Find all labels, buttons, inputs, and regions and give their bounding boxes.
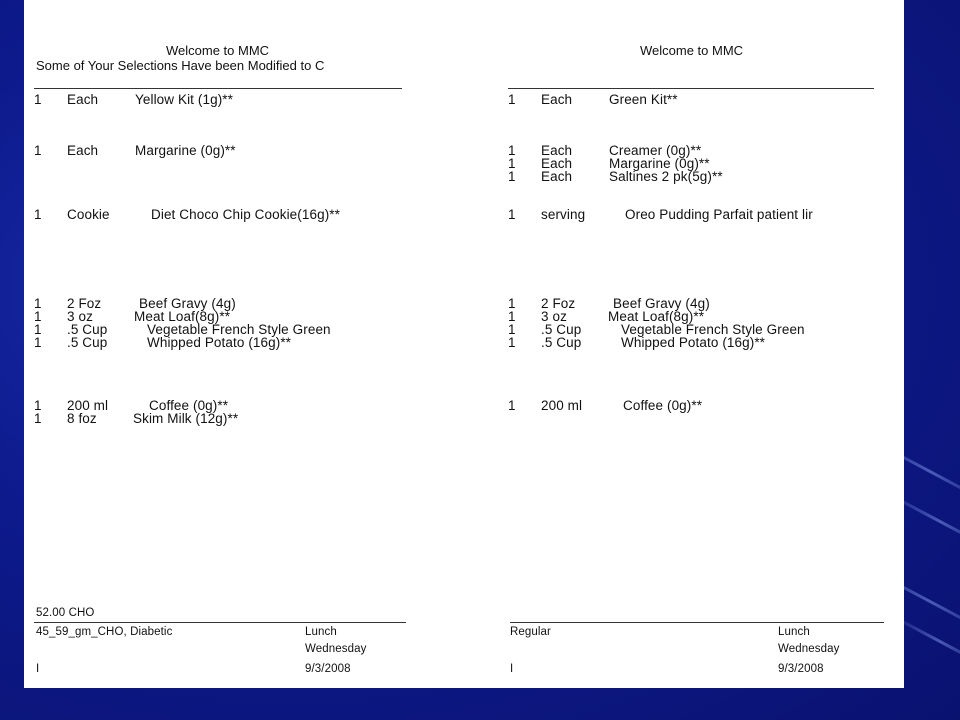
diet-order: Regular — [510, 626, 551, 638]
footer-mark: I — [510, 663, 514, 675]
item-qty: 1 — [508, 309, 516, 324]
item-qty: 1 — [34, 411, 42, 426]
item-qty: 1 — [508, 156, 516, 171]
item-unit: 2 Foz — [67, 296, 102, 311]
meal-ticket-diabetic — [34, 0, 406, 688]
meal-date: 9/3/2008 — [778, 663, 824, 675]
item-unit: .5 Cup — [67, 335, 108, 350]
item-unit: 2 Foz — [541, 296, 576, 311]
item-description: Margarine (0g)** — [135, 143, 236, 158]
item-qty: 1 — [508, 322, 516, 337]
cho-total: 52.00 CHO — [36, 607, 95, 619]
item-description: Margarine (0g)** — [609, 156, 710, 171]
footer-divider — [510, 622, 884, 623]
item-qty: 1 — [34, 322, 42, 337]
item-qty: 1 — [34, 398, 42, 413]
item-description: Whipped Potato (16g)** — [147, 335, 292, 350]
item-unit: Each — [541, 156, 573, 171]
item-unit: .5 Cup — [541, 322, 582, 337]
item-unit: 200 ml — [541, 398, 583, 413]
item-description: Vegetable French Style Green — [147, 322, 331, 337]
ticket-header-subtitle: Some of Your Selections Have been Modified to C — [36, 58, 325, 73]
meal-day: Wednesday — [778, 643, 840, 655]
item-description: Vegetable French Style Green — [621, 322, 805, 337]
header-divider — [34, 88, 402, 89]
item-unit: .5 Cup — [541, 335, 582, 350]
item-description: Whipped Potato (16g)** — [621, 335, 766, 350]
item-unit: 3 oz — [67, 309, 93, 324]
meal-day: Wednesday — [305, 643, 367, 655]
item-description: Coffee (0g)** — [623, 398, 703, 413]
item-qty: 1 — [34, 309, 42, 324]
item-description: Meat Loaf(8g)** — [134, 309, 231, 324]
item-unit: Each — [541, 92, 573, 107]
item-qty: 1 — [34, 143, 42, 158]
item-description: Saltines 2 pk(5g)** — [609, 169, 723, 184]
footer-mark: I — [36, 663, 40, 675]
item-qty: 1 — [508, 92, 516, 107]
item-qty: 1 — [508, 143, 516, 158]
item-unit: Each — [67, 92, 99, 107]
item-description: Diet Choco Chip Cookie(16g)** — [151, 207, 340, 222]
item-unit: .5 Cup — [67, 322, 108, 337]
item-unit: Cookie — [67, 207, 110, 222]
item-description: Creamer (0g)** — [609, 143, 702, 158]
footer-divider — [34, 622, 406, 623]
item-unit: 200 ml — [67, 398, 109, 413]
item-unit: serving — [541, 207, 586, 222]
item-description: Coffee (0g)** — [149, 398, 229, 413]
item-qty: 1 — [34, 335, 42, 350]
meal-ticket-regular — [508, 0, 884, 688]
meal-name: Lunch — [778, 626, 810, 638]
item-unit: Each — [541, 143, 573, 158]
item-description: Beef Gravy (4g) — [613, 296, 710, 311]
meal-ticket-sheet — [24, 0, 904, 688]
item-qty: 1 — [508, 398, 516, 413]
item-qty: 1 — [34, 207, 42, 222]
item-description: Skim Milk (12g)** — [133, 411, 239, 426]
item-description: Oreo Pudding Parfait patient lir — [625, 207, 813, 222]
item-qty: 1 — [508, 207, 516, 222]
item-qty: 1 — [508, 169, 516, 184]
item-description: Meat Loaf(8g)** — [608, 309, 705, 324]
item-unit: Each — [67, 143, 99, 158]
meal-name: Lunch — [305, 626, 337, 638]
header-divider — [508, 88, 874, 89]
item-unit: 8 foz — [67, 411, 97, 426]
meal-date: 9/3/2008 — [305, 663, 351, 675]
item-qty: 1 — [34, 92, 42, 107]
item-qty: 1 — [508, 335, 516, 350]
diet-order: 45_59_gm_CHO, Diabetic — [36, 626, 173, 638]
item-qty: 1 — [508, 296, 516, 311]
item-description: Green Kit** — [609, 92, 678, 107]
ticket-header-title: Welcome to MMC — [640, 43, 744, 58]
ticket-header-title: Welcome to MMC — [166, 43, 270, 58]
item-description: Yellow Kit (1g)** — [135, 92, 233, 107]
item-unit: Each — [541, 169, 573, 184]
item-unit: 3 oz — [541, 309, 567, 324]
item-description: Beef Gravy (4g) — [139, 296, 236, 311]
item-qty: 1 — [34, 296, 42, 311]
